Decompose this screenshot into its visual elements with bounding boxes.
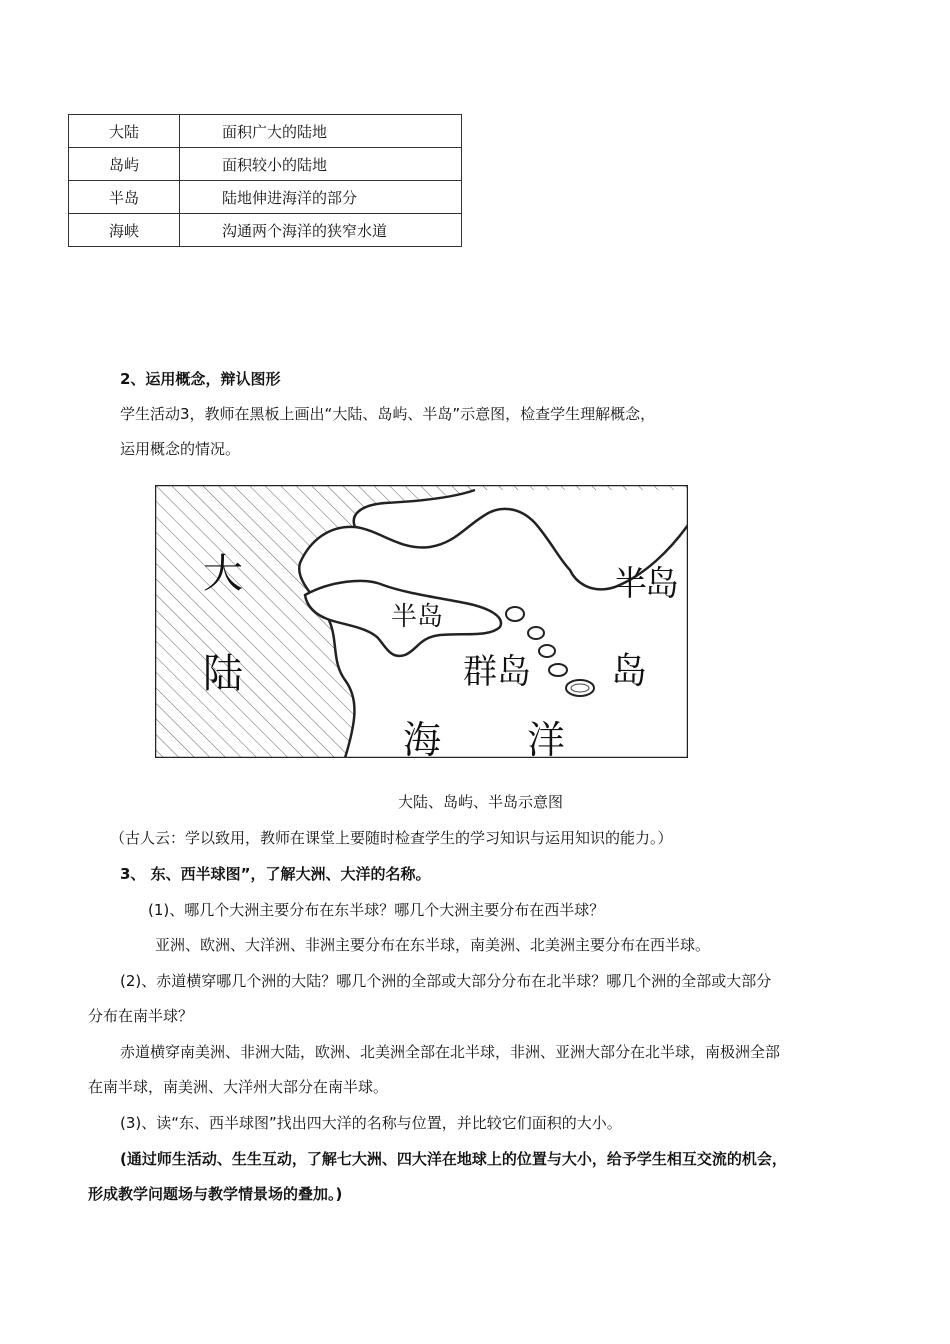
- question-2-line1: (2)、赤道横穿哪几个洲的大陆？哪几个洲的全部或大部分分布在北半球？哪几个洲的全部或大部分: [120, 972, 772, 990]
- term-cell: 半岛: [69, 181, 180, 214]
- term-cell: 岛屿: [69, 148, 180, 181]
- question-3: (3)、读“东、西半球图”找出四大洋的名称与位置，并比较它们面积的大小。: [120, 1114, 622, 1132]
- table-row: [69, 214, 462, 247]
- definition-cell: 面积较小的陆地: [180, 148, 462, 181]
- island-shape: [506, 607, 524, 621]
- answer-2-line2: 在南半球，南美洲、大洋州大部分在南半球。: [88, 1078, 389, 1096]
- label-islands: 群岛: [463, 652, 531, 692]
- summary-note-line2: 形成教学问题场与教学情景场的叠加。): [88, 1185, 343, 1203]
- section2-heading: 2、运用概念，辩认图形: [120, 370, 281, 388]
- term-cell: 大陆: [69, 115, 180, 148]
- definition-cell: 陆地伸进海洋的部分: [180, 181, 462, 214]
- island-shape: [528, 627, 544, 639]
- label-peninsula-left: 半岛: [391, 602, 444, 632]
- island-shape: [539, 645, 555, 657]
- definition-cell: 面积广大的陆地: [180, 115, 462, 148]
- label-island: 岛: [611, 651, 648, 692]
- answer-1: 亚洲、欧洲、大洋洲、非洲主要分布在东半球，南美洲、北美洲主要分布在西半球。: [155, 936, 711, 954]
- question-2-line2: 分布在南半球？: [88, 1007, 194, 1025]
- table-row: [69, 148, 462, 181]
- label-da: 大: [203, 551, 243, 597]
- island-shape: [549, 664, 567, 676]
- table-row: [69, 181, 462, 214]
- label-peninsula-right-2: 岛: [645, 564, 679, 604]
- section2-line1: 学生活动3，教师在黑板上画出“大陆、岛屿、半岛”示意图，检查学生理解概念，: [120, 405, 656, 423]
- question-1: (1)、哪几个大洲主要分布在东半球？哪几个大洲主要分布在西半球？: [148, 901, 605, 919]
- section3-heading: 3、 东、西半球图”，了解大洲、大洋的名称。: [120, 865, 431, 883]
- label-lu: 陆: [203, 651, 243, 697]
- table-row: [69, 115, 462, 148]
- label-yang: 洋: [527, 718, 566, 758]
- island-shape: [566, 680, 594, 696]
- label-peninsula-right-1: 半: [613, 564, 647, 604]
- figure-caption: 大陆、岛屿、半岛示意图: [398, 793, 564, 811]
- continent-island-peninsula-diagram: [155, 485, 688, 758]
- section2-line2: 运用概念的情况。: [120, 440, 241, 458]
- term-cell: 海峡: [69, 214, 180, 247]
- terms-table: [68, 114, 462, 247]
- note-ancient-saying: （古人云：学以致用，教师在课堂上要随时检查学生的学习知识与运用知识的能力。）: [110, 829, 673, 847]
- definition-cell: 沟通两个海洋的狭窄水道: [180, 214, 462, 247]
- label-hai: 海: [403, 718, 442, 758]
- answer-2-line1: 赤道横穿南美洲、非洲大陆，欧洲、北美洲全部在北半球，非洲、亚洲大部分在北半球，南极洲全部: [120, 1043, 781, 1061]
- summary-note-line1: (通过师生活动、生生互动，了解七大洲、四大洋在地球上的位置与大小，给予学生相互交流的机会，: [120, 1150, 787, 1168]
